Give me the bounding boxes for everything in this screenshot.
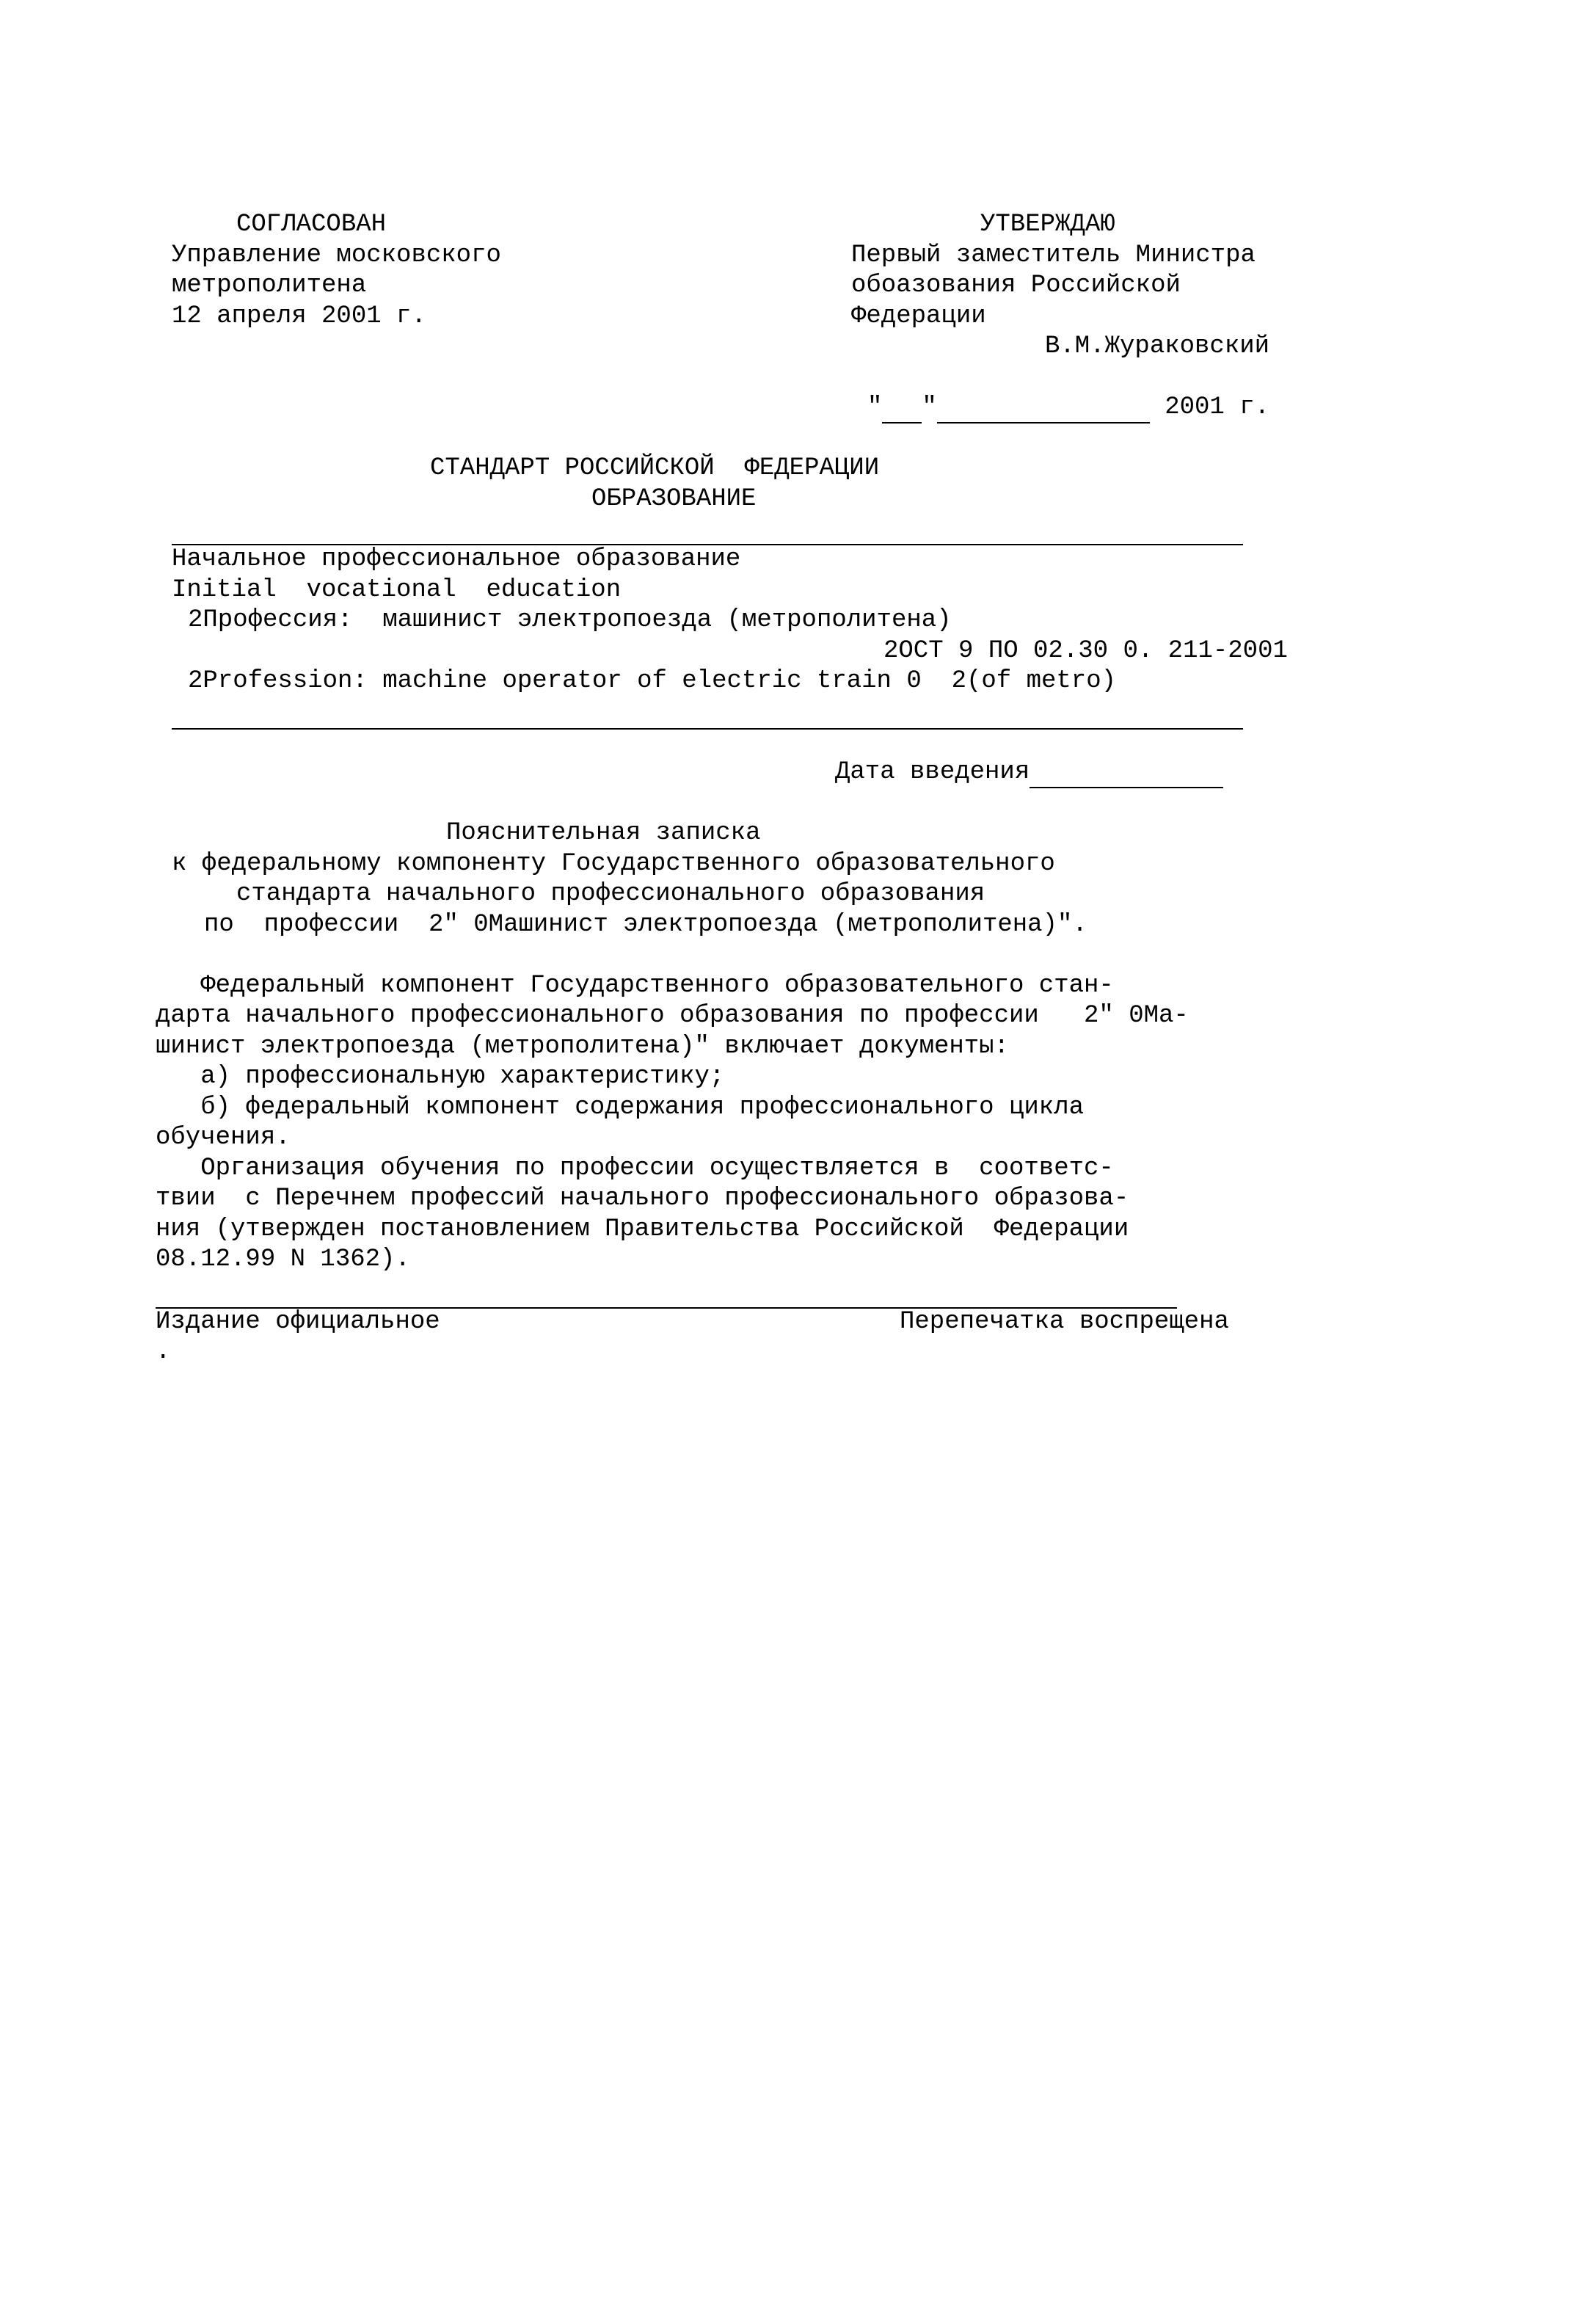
standard-code: 2ОСТ 9 ПО 02.30 0. 211-2001: [883, 637, 1288, 665]
body-line: шинист электропоезда (метрополитена)" включает документы:: [156, 1033, 1009, 1061]
approved-date-line: [867, 393, 1269, 423]
footer-official-edition: Издание официальное: [156, 1308, 440, 1336]
note-title-line3: стандарта начального профессионального образования: [236, 880, 985, 908]
footer-reprint-prohibited: Перепечатка воспрещена: [900, 1308, 1229, 1336]
standard-title: СТАНДАРТ РОССИЙСКОЙ ФЕДЕРАЦИИ: [430, 454, 880, 482]
classification-line4: 2Profession: machine operator of electric train 0 2(of metro): [188, 667, 1117, 695]
day-blank: [882, 393, 922, 423]
body-line: а) профессиональную характеристику;: [156, 1063, 725, 1091]
body-line: обучения.: [156, 1124, 291, 1152]
note-title-line4: по профессии 2" 0Машинист электропоезда (метрополитена)".: [204, 911, 1087, 939]
date-quote-close: ": [922, 393, 937, 421]
body-line: б) федеральный компонент содержания профессионального цикла: [156, 1094, 1085, 1122]
agreed-organization-line2: метрополитена: [172, 272, 367, 299]
body-line: Организация обучения по профессии осуществляется в соответс-: [156, 1155, 1114, 1182]
approved-position-line3: Федерации: [851, 302, 986, 330]
agreed-date: 12 апреля 2001 г.: [172, 302, 426, 330]
body-line: 08.12.99 N 1362).: [156, 1246, 410, 1273]
classification-line3: 2Профессия: машинист электропоезда (метрополитена): [188, 606, 952, 634]
standard-subtitle: ОБРАЗОВАНИЕ: [591, 485, 757, 513]
classification-line2: Initial vocational education: [172, 576, 622, 604]
approved-position-line2: обоазования Российской: [851, 272, 1181, 299]
agreed-organization-line1: Управление московского: [172, 241, 501, 269]
introduction-date: [835, 757, 1223, 788]
body-line: твии с Перечнем профессий начального профессионального образова-: [156, 1185, 1129, 1213]
body-line: ния (утвержден постановлением Правительства Российской Федерации: [156, 1215, 1129, 1243]
body-line: дарта начального профессионального образования по профессии 2" 0Ма-: [156, 1002, 1189, 1030]
agreed-heading: СОГЛАСОВАН: [236, 211, 387, 239]
month-blank: [937, 393, 1150, 423]
classification-line1: Начальное профессиональное образование: [172, 545, 741, 573]
footer-dot: .: [156, 1338, 171, 1366]
approved-heading: УТВЕРЖДАЮ: [980, 211, 1115, 239]
date-quote-open: ": [867, 393, 883, 421]
introduction-date-blank: [1030, 757, 1223, 788]
body-line: Федеральный компонент Государственного образовательного стан-: [156, 972, 1114, 1000]
note-title-line1: Пояснительная записка: [446, 819, 761, 847]
date-year: 2001 г.: [1165, 393, 1270, 421]
approved-signatory: В.М.Жураковский: [1045, 332, 1270, 360]
note-title-line2: к федеральному компоненту Государственного образовательного: [172, 850, 1055, 878]
introduction-date-label: Дата введения: [835, 758, 1030, 786]
approved-position-line1: Первый заместитель Министра: [851, 241, 1256, 269]
bottom-divider: [172, 728, 1243, 730]
